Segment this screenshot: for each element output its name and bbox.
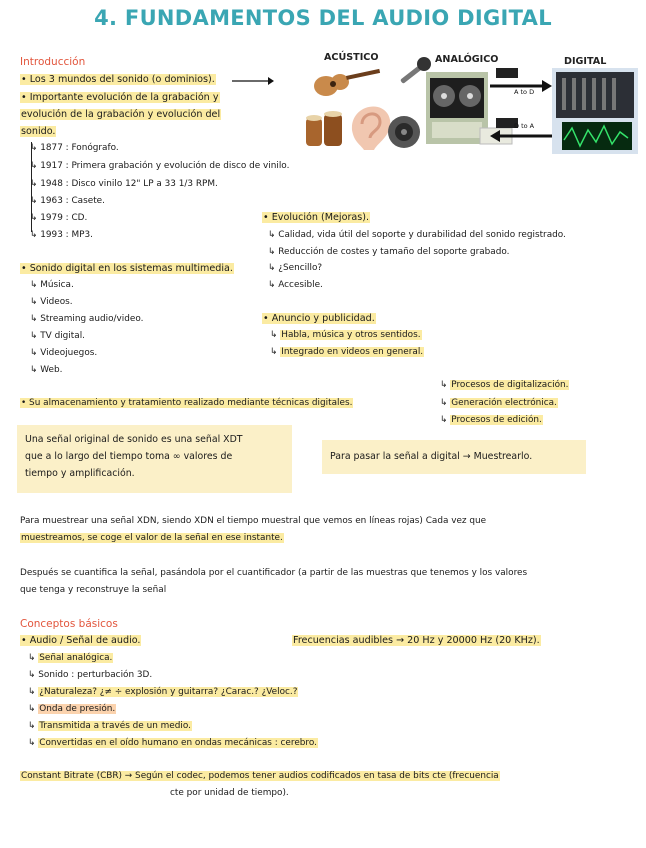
intro-line-evolucion-2: evolución de la grabación y evolución del bbox=[21, 109, 221, 120]
multimedia-item: ↳ Videojuegos. bbox=[30, 348, 98, 358]
signal-box-line: tiempo y amplificación. bbox=[25, 468, 135, 479]
cuantifica-line: Después se cuantifica la señal, pasándola por el cuantificador (a partir de las muestras que tenemos y los valores bbox=[20, 568, 528, 578]
ear-icon bbox=[352, 107, 390, 150]
timeline-item: ↳ 1877 : Fonógrafo. bbox=[30, 143, 119, 153]
digital-label: DIGITAL bbox=[564, 56, 607, 67]
concepto-item: ↳ Señal analógica. bbox=[28, 653, 113, 663]
concepto-item: ↳ Transmitida a través de un medio. bbox=[28, 721, 191, 731]
timeline-item: ↳ 1917 : Primera grabación y evolución de disco de vinilo. bbox=[30, 161, 290, 171]
signal-box bbox=[17, 425, 292, 493]
drums-icon bbox=[306, 111, 342, 146]
multimedia-item: ↳ Web. bbox=[30, 365, 63, 375]
analogico-label: ANALÓGICO bbox=[435, 54, 499, 65]
speaker-icon bbox=[388, 116, 420, 148]
diagram-art bbox=[300, 52, 642, 154]
signal-box-line: que a lo largo del tiempo toma ∞ valores de bbox=[25, 451, 233, 462]
evolucion-title: • Evolución (Mejoras). bbox=[263, 212, 370, 223]
multimedia-item: ↳ Música. bbox=[30, 280, 74, 290]
cbr-line: cte por unidad de tiempo). bbox=[170, 788, 289, 798]
intro-line-dominios: • Los 3 mundos del sonido (o dominios). bbox=[21, 74, 215, 85]
intro-line-evolucion: • Importante evolución de la grabación y bbox=[21, 92, 219, 103]
evolucion-item: ↳ ¿Sencillo? bbox=[268, 263, 323, 273]
concepto-item: ↳ ¿Naturaleza? ¿≠ ÷ explosión y guitarra? ¿Carac.? ¿Veloc.? bbox=[28, 687, 298, 697]
concepto-item: ↳ Onda de presión. bbox=[28, 704, 116, 714]
timeline-item: ↳ 1993 : MP3. bbox=[30, 230, 93, 240]
multimedia-item: ↳ Videos. bbox=[30, 297, 73, 307]
concepto-item: ↳ Convertidas en el oído humano en ondas mecánicas : cerebro. bbox=[28, 738, 317, 748]
concepto-item: ↳ Sonido : perturbación 3D. bbox=[28, 670, 153, 680]
audio-title: • Audio / Señal de audio. bbox=[21, 635, 141, 646]
proceso-item: ↳ Generación electrónica. bbox=[440, 398, 557, 408]
cuantifica-line: que tenga y reconstruye la señal bbox=[20, 585, 167, 595]
frecuencias-line: Frecuencias audibles → 20 Hz y 20000 Hz (20 KHz). bbox=[293, 635, 540, 646]
anuncio-item: ↳ Integrado en videos en general. bbox=[270, 347, 424, 357]
guitar-icon bbox=[314, 69, 380, 96]
evolucion-item: ↳ Reducción de costes y tamaño del soporte grabado. bbox=[268, 247, 510, 257]
sampling-box bbox=[322, 440, 586, 474]
almacen-line: • Su almacenamiento y tratamiento realizado mediante técnicas digitales. bbox=[21, 398, 353, 408]
multimedia-title: • Sonido digital en los sistemas multimedia. bbox=[21, 263, 233, 274]
digital-mixer-icon bbox=[552, 68, 638, 154]
arrow-right-icon bbox=[232, 76, 274, 86]
intro-heading: Introducción bbox=[20, 56, 86, 68]
arrow-right-icon bbox=[542, 80, 552, 92]
timeline-item: ↳ 1979 : CD. bbox=[30, 213, 88, 223]
page-title: 4. FUNDAMENTOS DEL AUDIO DIGITAL bbox=[94, 6, 552, 30]
timeline-item: ↳ 1948 : Disco vinilo 12" LP a 33 1/3 RPM. bbox=[30, 179, 218, 189]
conceptos-heading: Conceptos básicos bbox=[20, 618, 118, 630]
sampling-box-text: Para pasar la señal a digital → Muestrearlo. bbox=[330, 451, 533, 462]
evolucion-item: ↳ Calidad, vida útil del soporte y durabilidad del sonido registrado. bbox=[268, 230, 566, 240]
acustico-label: ACÚSTICO bbox=[324, 52, 379, 63]
anuncio-title: • Anuncio y publicidad. bbox=[263, 313, 375, 324]
evolucion-item: ↳ Accesible. bbox=[268, 280, 323, 290]
muestreo-line: Para muestrear una señal XDN, siendo XDN el tiempo muestral que vemos en líneas rojas) Cada vez que bbox=[20, 516, 487, 526]
d-to-a-label: D to A bbox=[514, 122, 535, 130]
multimedia-item: ↳ TV digital. bbox=[30, 331, 85, 341]
cbr-line: Constant Bitrate (CBR) → Según el codec, podemos tener audios codificados en tasa de bits cte (frecuencia bbox=[21, 771, 499, 781]
domains-diagram bbox=[300, 52, 642, 154]
signal-box-line: Una señal original de sonido es una señal XDT bbox=[25, 434, 243, 445]
proceso-item: ↳ Procesos de digitalización. bbox=[440, 380, 569, 390]
anuncio-item: ↳ Habla, música y otros sentidos. bbox=[270, 330, 421, 340]
proceso-item: ↳ Procesos de edición. bbox=[440, 415, 542, 425]
timeline-item: ↳ 1963 : Casete. bbox=[30, 196, 105, 206]
intro-line-sonido: sonido. bbox=[21, 126, 56, 137]
multimedia-item: ↳ Streaming audio/video. bbox=[30, 314, 144, 324]
a-to-d-label: A to D bbox=[514, 88, 535, 96]
chip-icon bbox=[496, 68, 518, 78]
muestreo-line: muestreamos, se coge el valor de la señal en ese instante. bbox=[21, 533, 283, 543]
